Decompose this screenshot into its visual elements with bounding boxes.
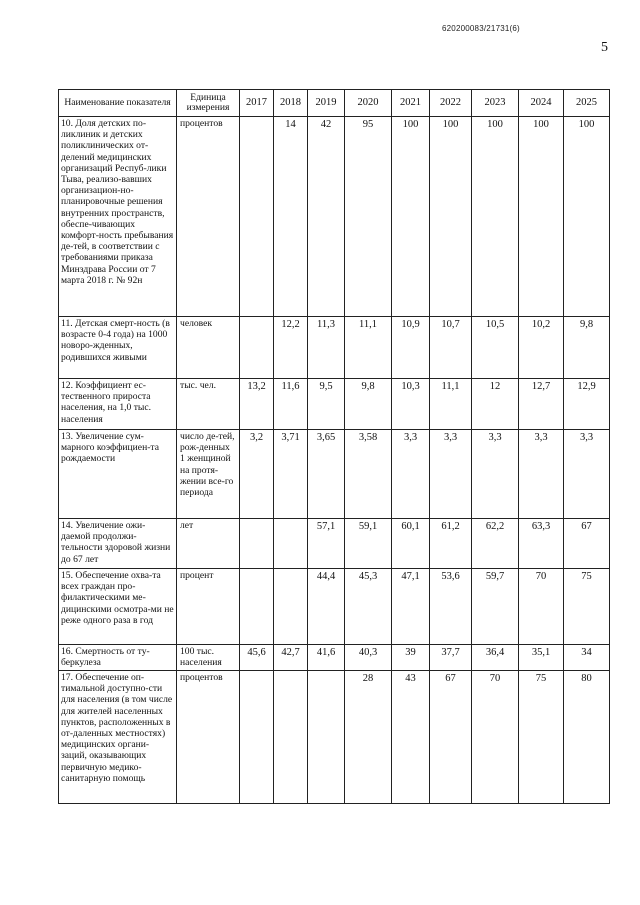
column-header: 2021 xyxy=(392,90,430,117)
value-cell: 12,2 xyxy=(274,317,308,379)
value-cell: 41,6 xyxy=(308,645,345,671)
value-cell: 45,6 xyxy=(240,645,274,671)
value-cell: 34 xyxy=(564,645,610,671)
table-row xyxy=(59,379,610,430)
column-header: 2017 xyxy=(240,90,274,117)
value-cell: 75 xyxy=(564,569,610,645)
table-row xyxy=(59,430,610,519)
indicator-unit: число де-тей, рож-денных 1 женщиной на протя-жении все-го периода xyxy=(177,430,240,519)
table-header-row xyxy=(59,90,610,117)
value-cell: 59,1 xyxy=(345,519,392,569)
indicator-name: 17. Обеспечение оп-тимальной доступно-сти для населения (в том числе для жителей населенных пунктов, расположенных в от-даленных местностях) медицинских органи-заций, оказывающих первичную медико-санитарную помощь xyxy=(59,671,177,804)
value-cell: 3,65 xyxy=(308,430,345,519)
value-cell: 70 xyxy=(472,671,519,804)
column-header: 2025 xyxy=(564,90,610,117)
value-cell: 67 xyxy=(430,671,472,804)
indicator-unit: процент xyxy=(177,569,240,645)
value-cell: 63,3 xyxy=(519,519,564,569)
value-cell xyxy=(240,671,274,804)
value-cell: 3,3 xyxy=(430,430,472,519)
indicator-unit: процентов xyxy=(177,117,240,317)
value-cell: 9,5 xyxy=(308,379,345,430)
document-id: 620200083/21731(6) xyxy=(442,24,520,33)
indicator-name: 13. Увеличение сум-марного коэффициен-та рождаемости xyxy=(59,430,177,519)
indicator-name: 12. Коэффициент ес-тественного прироста населения, на 1,0 тыс. населения xyxy=(59,379,177,430)
indicator-unit: лет xyxy=(177,519,240,569)
value-cell: 12,7 xyxy=(519,379,564,430)
indicator-name: 16. Смертность от ту-беркулеза xyxy=(59,645,177,671)
value-cell: 9,8 xyxy=(345,379,392,430)
value-cell xyxy=(274,519,308,569)
value-cell: 10,7 xyxy=(430,317,472,379)
value-cell xyxy=(274,569,308,645)
value-cell: 39 xyxy=(392,645,430,671)
value-cell xyxy=(274,671,308,804)
value-cell: 36,4 xyxy=(472,645,519,671)
indicator-name: 10. Доля детских по-ликлиник и детских поликлинических от-делений медицинских организаций Респуб-лики Тыва, реализо-вавших организацион-но-планировочные решения внутренних пространств, обеспе-чивающих комфорт-ность пребывания де-тей, в соответствии с требованиями приказа Минздрава России от 7 марта 2018 г. № 92н xyxy=(59,117,177,317)
column-header: 2023 xyxy=(472,90,519,117)
value-cell: 3,3 xyxy=(564,430,610,519)
column-header: 2018 xyxy=(274,90,308,117)
column-header: 2022 xyxy=(430,90,472,117)
value-cell: 100 xyxy=(430,117,472,317)
value-cell: 12,9 xyxy=(564,379,610,430)
value-cell: 37,7 xyxy=(430,645,472,671)
value-cell: 35,1 xyxy=(519,645,564,671)
value-cell: 42,7 xyxy=(274,645,308,671)
indicator-name: 14. Увеличение ожи-даемой продолжи-тельности здоровой жизни до 67 лет xyxy=(59,519,177,569)
value-cell: 59,7 xyxy=(472,569,519,645)
value-cell: 57,1 xyxy=(308,519,345,569)
table-row xyxy=(59,317,610,379)
value-cell: 11,6 xyxy=(274,379,308,430)
value-cell: 70 xyxy=(519,569,564,645)
value-cell: 45,3 xyxy=(345,569,392,645)
value-cell: 3,3 xyxy=(472,430,519,519)
value-cell: 10,9 xyxy=(392,317,430,379)
column-header: Наименование показателя xyxy=(59,90,177,117)
table-row xyxy=(59,519,610,569)
value-cell: 67 xyxy=(564,519,610,569)
value-cell: 28 xyxy=(345,671,392,804)
indicator-unit: процентов xyxy=(177,671,240,804)
value-cell: 75 xyxy=(519,671,564,804)
value-cell: 9,8 xyxy=(564,317,610,379)
value-cell: 61,2 xyxy=(430,519,472,569)
value-cell: 53,6 xyxy=(430,569,472,645)
column-header: 2020 xyxy=(345,90,392,117)
value-cell: 60,1 xyxy=(392,519,430,569)
page-number: 5 xyxy=(601,40,608,55)
value-cell: 43 xyxy=(392,671,430,804)
value-cell: 3,2 xyxy=(240,430,274,519)
indicators-table xyxy=(58,89,610,804)
indicator-unit: тыс. чел. xyxy=(177,379,240,430)
indicator-unit: человек xyxy=(177,317,240,379)
value-cell: 3,3 xyxy=(392,430,430,519)
column-header: 2024 xyxy=(519,90,564,117)
value-cell xyxy=(240,519,274,569)
table-row xyxy=(59,117,610,317)
value-cell: 80 xyxy=(564,671,610,804)
value-cell: 62,2 xyxy=(472,519,519,569)
table-row xyxy=(59,645,610,671)
value-cell: 14 xyxy=(274,117,308,317)
column-header: Единица измерения xyxy=(177,90,240,117)
value-cell xyxy=(240,569,274,645)
value-cell: 10,2 xyxy=(519,317,564,379)
value-cell: 100 xyxy=(519,117,564,317)
value-cell: 3,71 xyxy=(274,430,308,519)
value-cell xyxy=(240,117,274,317)
table-row xyxy=(59,671,610,804)
value-cell: 12 xyxy=(472,379,519,430)
value-cell: 47,1 xyxy=(392,569,430,645)
table-row xyxy=(59,569,610,645)
indicator-name: 11. Детская смерт-ность (в возрасте 0-4 года) на 1000 новоро-жденных, родившихся живыми xyxy=(59,317,177,379)
value-cell: 95 xyxy=(345,117,392,317)
value-cell: 3,3 xyxy=(519,430,564,519)
value-cell: 100 xyxy=(564,117,610,317)
value-cell: 10,5 xyxy=(472,317,519,379)
value-cell xyxy=(240,317,274,379)
value-cell: 11,1 xyxy=(345,317,392,379)
indicator-name: 15. Обеспечение охва-та всех граждан про-филактическими ме-дицинскими осмотра-ми не реже одного раза в год xyxy=(59,569,177,645)
value-cell: 100 xyxy=(392,117,430,317)
value-cell: 42 xyxy=(308,117,345,317)
value-cell: 44,4 xyxy=(308,569,345,645)
value-cell: 100 xyxy=(472,117,519,317)
value-cell: 11,3 xyxy=(308,317,345,379)
value-cell: 3,58 xyxy=(345,430,392,519)
value-cell: 11,1 xyxy=(430,379,472,430)
value-cell: 40,3 xyxy=(345,645,392,671)
column-header: 2019 xyxy=(308,90,345,117)
value-cell: 13,2 xyxy=(240,379,274,430)
indicator-unit: 100 тыс. населения xyxy=(177,645,240,671)
value-cell xyxy=(308,671,345,804)
value-cell: 10,3 xyxy=(392,379,430,430)
